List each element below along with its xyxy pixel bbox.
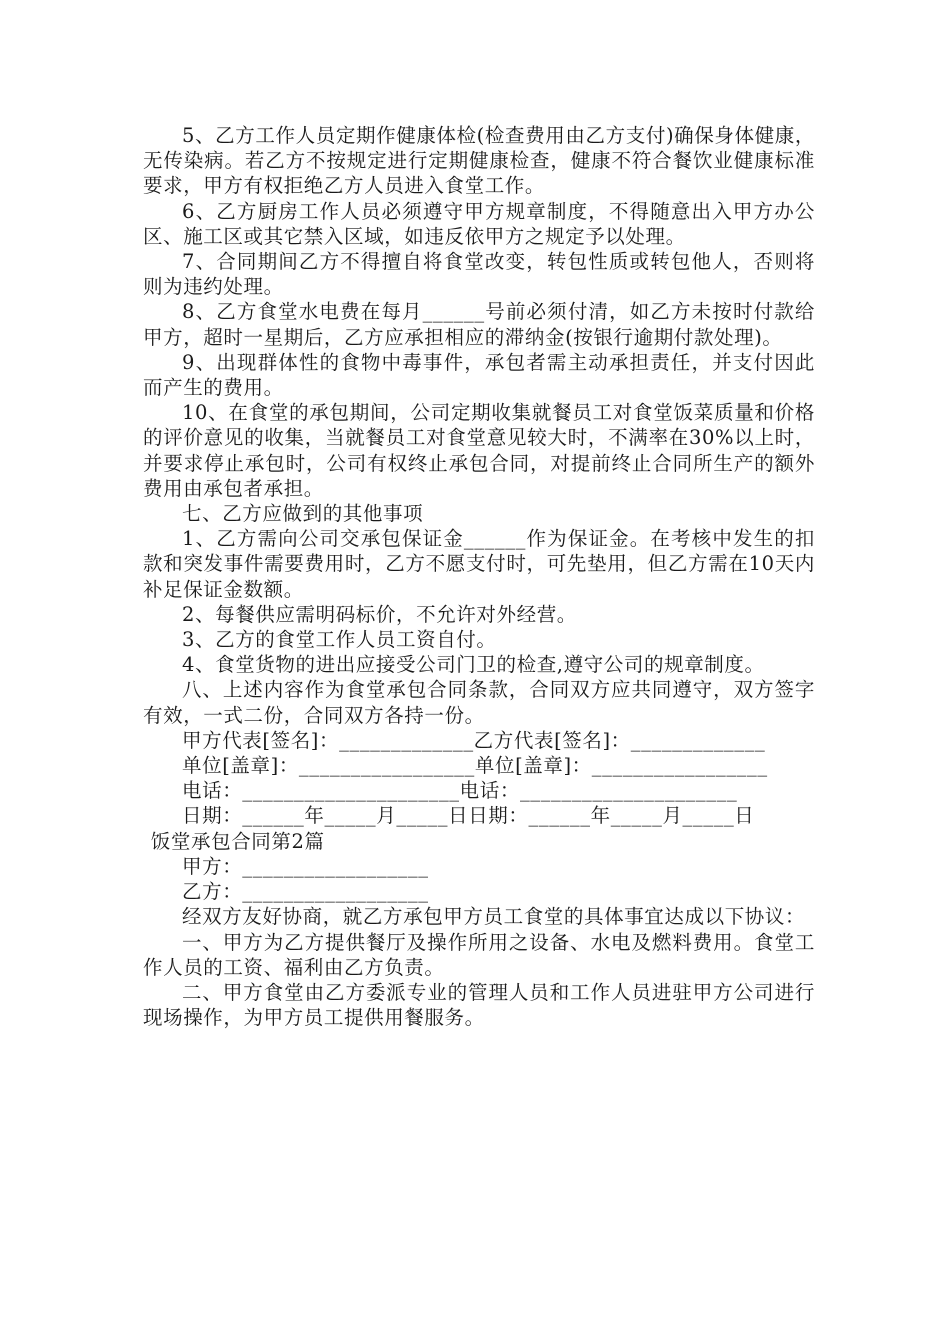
- signature-line-phone: 电话：_____________________电话：_____________________: [182, 779, 738, 803]
- clause-5: 5、乙方工作人员定期作健康体检(检查费用由乙方支付)确保身体健康，无传染病。若乙方不按规定进行定期健康检查，健康不符合餐饮业健康标准要求，甲方有权拒绝乙方人员进入食堂工作。: [143, 124, 815, 198]
- clause-7: 7、合同期间乙方不得擅自将食堂改变，转包性质或转包他人，否则将则为违约处理。: [143, 250, 815, 299]
- clause-8: 8、乙方食堂水电费在每月______号前必须付清，如乙方未按时付款给甲方，超时一星期后，乙方应承担相应的滞纳金(按银行逾期付款处理)。: [143, 300, 815, 349]
- section-seven-heading: 七、乙方应做到的其他事项: [182, 502, 424, 526]
- clause-9: 9、出现群体性的食物中毒事件，承包者需主动承担责任，并支付因此而产生的费用。: [143, 350, 815, 400]
- section-seven-item-4: 4、食堂货物的进出应接受公司门卫的检查,遵守公司的规章制度。: [182, 653, 765, 677]
- section-seven-item-3: 3、乙方的食堂工作人员工资自付。: [182, 628, 497, 652]
- agreement-clause-2: 二、甲方食堂由乙方委派专业的管理人员和工作人员进驻甲方公司进行现场操作，为甲方员工提供用餐服务。: [143, 980, 815, 1030]
- agreement-clause-1: 一、甲方为乙方提供餐厅及操作所用之设备、水电及燃料费用。食堂工作人员的工资、福利由乙方负责。: [143, 930, 815, 979]
- signature-line-date: 日期：______年_____月_____日日期：______年_____月_____日: [182, 804, 755, 828]
- clause-6: 6、乙方厨房工作人员必须遵守甲方规章制度，不得随意出入甲方办公区、施工区或其它禁入区域，如违反依甲方之规定予以处理。: [143, 199, 815, 248]
- party-b-line: 乙方：__________________: [182, 880, 429, 904]
- agreement-intro: 经双方友好协商，就乙方承包甲方员工食堂的具体事宜达成以下协议：: [182, 905, 806, 929]
- signature-line-representative: 甲方代表[签名]：_____________乙方代表[签名]：_____________: [182, 728, 766, 752]
- section-eight: 八、上述内容作为食堂承包合同条款，合同双方应共同遵守，双方签字有效，一式二份，合同双方各持一份。: [143, 678, 815, 727]
- signature-line-unit: 单位[盖章]：_________________单位[盖章]：_________________: [182, 754, 768, 778]
- section-seven-item-1: 1、乙方需向公司交承包保证金______作为保证金。在考核中发生的扣款和突发事件需要费用时，乙方不愿支付时，可先垫用，但乙方需在10天内补足保证金数额。: [143, 527, 815, 601]
- signature-block: [143, 728, 815, 829]
- section-title: 饭堂承包合同第2篇: [150, 829, 325, 853]
- clause-10: 10、在食堂的承包期间，公司定期收集就餐员工对食堂饭菜质量和价格的评价意见的收集，当就餐员工对食堂意见较大时，不满率在30%以上时，并要求停止承包时，公司有权终止承包合同，对提前终止合同所生产的额外费用由承包者承担。: [143, 401, 815, 500]
- party-a-line: 甲方：__________________: [182, 854, 429, 878]
- document-page: [143, 123, 815, 1030]
- section-seven-item-2: 2、每餐供应需明码标价，不允许对外经营。: [182, 602, 577, 626]
